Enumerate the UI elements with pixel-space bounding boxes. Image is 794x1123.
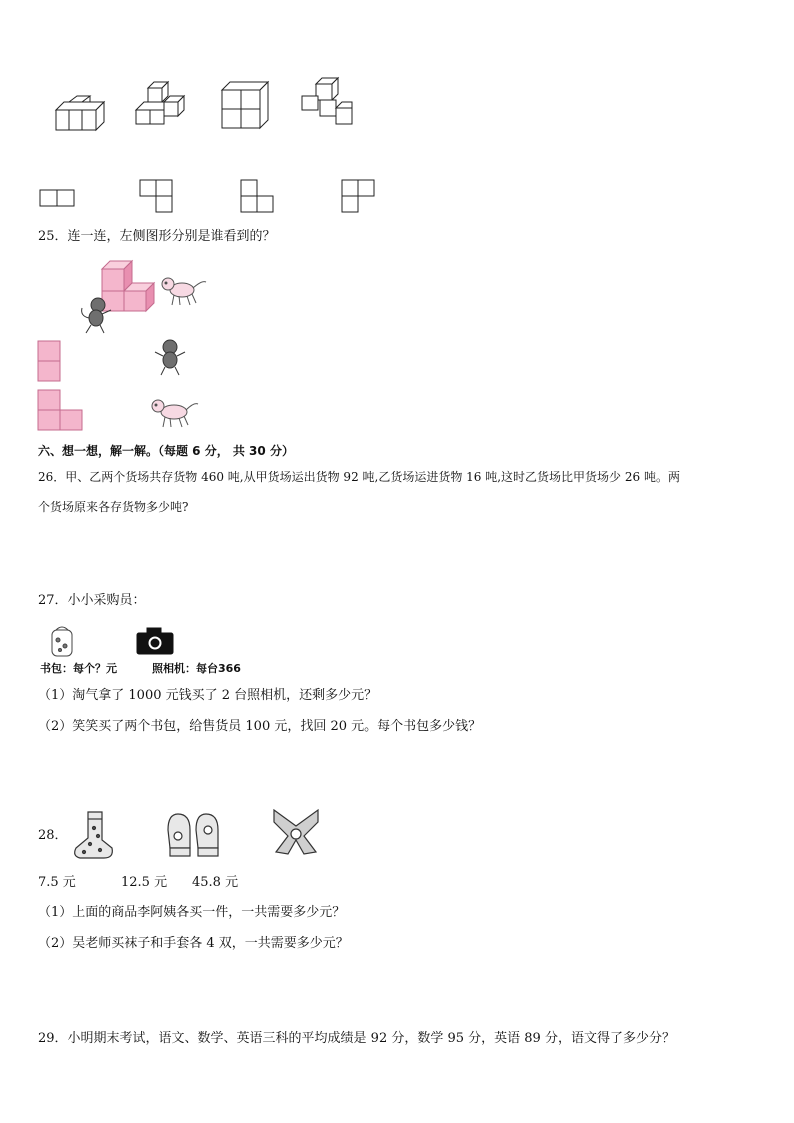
q25-title: 25．连一连，左侧图形分别是谁看到的？ xyxy=(38,229,276,244)
q28-number: 28． xyxy=(38,828,68,843)
section-six-header: 六、想一想，解一解。（每题 6 分， 共 30 分） xyxy=(38,444,294,458)
monkey-icon xyxy=(78,296,114,336)
cube-figure-3 xyxy=(222,82,272,132)
q26-line-2: 个货场原来各存货物多少吨? xyxy=(38,500,189,514)
view-shape-2 xyxy=(140,180,176,216)
mittens-icon xyxy=(164,810,224,860)
cube-figure-2 xyxy=(136,82,186,132)
q28-sub-question-2: （2）吴老师买袜子和手套各 4 双，一共需要多少元？ xyxy=(38,936,349,951)
q27-title: 27．小小采购员： xyxy=(38,593,146,608)
monkey-icon xyxy=(152,338,188,378)
q27-sub-question-2: （2）笑笑买了两个书包，给售货员 100 元，找回 20 元。每个书包多少钱？ xyxy=(38,719,482,734)
dog-icon xyxy=(150,396,200,430)
mitten-price: 12.5 元 xyxy=(121,875,168,890)
bag-price-label: 书包：每个？元 xyxy=(40,662,117,675)
q26-line-1: 26．甲、乙两个货场共存货物 460 吨,从甲货场运出货物 92 吨,乙货场运进货物 16 吨,这时乙货场比甲货场少 26 吨。两 xyxy=(38,470,680,484)
cube-figure-4 xyxy=(300,78,354,132)
view-shape-1 xyxy=(40,190,76,208)
scarf-icon xyxy=(270,806,322,858)
camera-icon xyxy=(137,628,175,656)
backpack-icon xyxy=(50,624,74,658)
sock-icon xyxy=(70,810,114,860)
view-shape-4 xyxy=(342,180,378,216)
dog-icon xyxy=(160,274,208,308)
pink-view-two-stack xyxy=(38,341,62,383)
q27-sub-question-1: （1）淘气拿了 1000 元钱买了 2 台照相机，还剩多少元？ xyxy=(38,688,378,703)
q29-question: 29．小明期末考试，语文、数学、英语三科的平均成绩是 92 分，数学 95 分，英语 89 分，语文得了多少分？ xyxy=(38,1031,675,1046)
q28-sub-question-1: （1）上面的商品李阿姨各买一件，一共需要多少元？ xyxy=(38,905,346,920)
scarf-price: 45.8 元 xyxy=(192,875,239,890)
view-shape-3 xyxy=(241,180,277,216)
cube-figure-1 xyxy=(56,96,106,132)
sock-price: 7.5 元 xyxy=(38,875,76,890)
camera-price-label: 照相机：每台366 xyxy=(152,662,241,675)
pink-view-l-shape xyxy=(38,390,84,432)
